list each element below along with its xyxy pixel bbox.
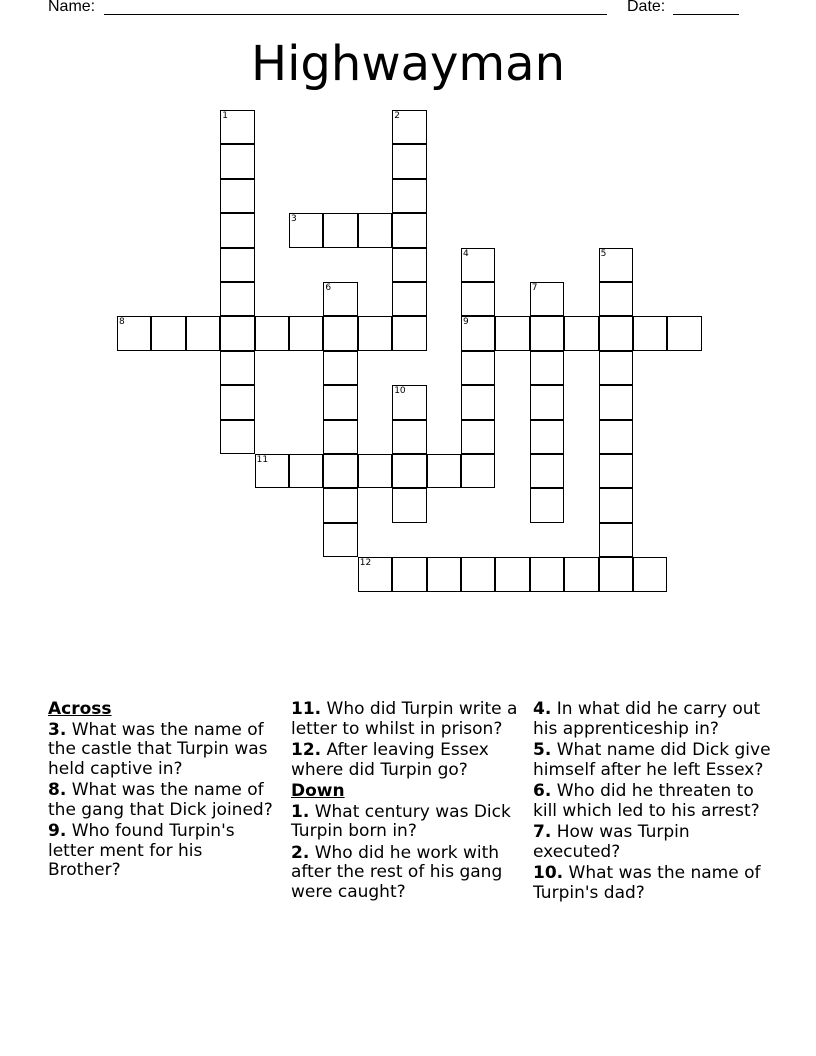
clue-text: In what did he carry out his apprenticeship in? (533, 699, 761, 739)
grid-cell[interactable] (392, 454, 426, 488)
grid-cell[interactable] (599, 351, 633, 385)
grid-cell[interactable] (220, 213, 254, 247)
grid-cell[interactable] (220, 144, 254, 178)
grid-cell[interactable] (633, 316, 667, 350)
clue-text: What was the name of the castle that Turpin was held captive in? (48, 719, 268, 779)
grid-cell[interactable] (392, 557, 426, 591)
across-clue (48, 781, 273, 820)
clue-column-2 (291, 700, 519, 904)
page-title: Highwayman (251, 36, 565, 92)
down-clue (291, 803, 519, 842)
clue-text: What was the name of Turpin's dad? (533, 863, 761, 903)
date-label: Date: (627, 0, 666, 15)
grid-cell[interactable] (599, 523, 633, 557)
grid-cell[interactable] (151, 316, 185, 350)
grid-cell[interactable] (392, 282, 426, 316)
clue-text: Who found Turpin's letter ment for his Brother? (48, 821, 235, 880)
grid-cell[interactable] (392, 144, 426, 178)
clue-text: How was Turpin executed? (533, 822, 690, 862)
grid-cell[interactable] (289, 213, 323, 247)
across-clue (48, 721, 273, 780)
grid-cell[interactable] (392, 316, 426, 350)
grid-cell[interactable] (220, 179, 254, 213)
grid-cell[interactable] (530, 557, 564, 591)
grid-cell[interactable] (392, 488, 426, 522)
grid-cell[interactable] (220, 282, 254, 316)
grid-cell[interactable] (530, 385, 564, 419)
grid-cell[interactable] (564, 316, 598, 350)
across-heading: Across (48, 699, 112, 719)
clue-number: 11. (291, 699, 322, 719)
clue-number: 10. (533, 863, 564, 883)
grid-cell[interactable] (323, 213, 357, 247)
grid-cell[interactable] (461, 385, 495, 419)
clue-column-1 (48, 700, 273, 883)
down-clue (533, 782, 773, 821)
name-label: Name: (48, 0, 96, 15)
grid-cell[interactable] (633, 557, 667, 591)
grid-cell[interactable] (392, 179, 426, 213)
grid-cell[interactable] (323, 523, 357, 557)
clue-text: Who did he threaten to kill which led to his arrest? (533, 781, 760, 821)
across-clue (291, 700, 519, 739)
clue-number: 5. (533, 740, 552, 760)
clue-number: 12. (291, 740, 322, 760)
grid-cell[interactable] (495, 316, 529, 350)
grid-cell[interactable] (461, 557, 495, 591)
grid-cell[interactable] (220, 110, 254, 144)
clue-number: 4. (533, 699, 552, 719)
down-clue (533, 700, 773, 739)
grid-cell[interactable] (220, 351, 254, 385)
grid-cell[interactable] (495, 557, 529, 591)
grid-cell[interactable] (392, 420, 426, 454)
grid-cell[interactable] (461, 454, 495, 488)
across-clue (291, 741, 519, 780)
cell-number: 4 (463, 248, 469, 259)
cell-number: 11 (256, 455, 269, 465)
grid-cell[interactable] (461, 316, 495, 350)
grid-cell[interactable] (323, 351, 357, 385)
grid-cell[interactable] (392, 385, 426, 419)
grid-cell[interactable] (530, 282, 564, 316)
grid-cell[interactable] (599, 488, 633, 522)
grid-cell[interactable] (564, 557, 598, 591)
grid-cell[interactable] (392, 213, 426, 247)
grid-cell[interactable] (323, 420, 357, 454)
down-heading: Down (291, 781, 345, 801)
clue-number: 2. (291, 842, 310, 863)
grid-cell[interactable] (358, 213, 392, 247)
cell-number: 8 (119, 317, 125, 328)
cell-number: 12 (359, 558, 372, 569)
grid-cell[interactable] (599, 248, 633, 282)
grid-cell[interactable] (220, 385, 254, 419)
grid-cell[interactable] (530, 351, 564, 385)
clue-column-3 (533, 700, 773, 905)
clue-number: 3. (48, 719, 67, 740)
cell-number: 10 (394, 386, 406, 397)
grid-cell[interactable] (117, 316, 151, 350)
cell-number: 1 (222, 111, 228, 121)
grid-cell[interactable] (667, 316, 701, 350)
grid-cell[interactable] (220, 420, 254, 454)
grid-cell[interactable] (530, 420, 564, 454)
grid-cell[interactable] (427, 454, 461, 488)
cell-number: 5 (600, 248, 607, 259)
down-clue (533, 864, 773, 903)
grid-cell[interactable] (461, 420, 495, 454)
grid-cell[interactable] (427, 557, 461, 591)
grid-cell[interactable] (220, 248, 254, 282)
down-clue (291, 844, 519, 903)
grid-cell[interactable] (323, 385, 357, 419)
grid-cell[interactable] (358, 454, 392, 488)
clue-number: 9. (48, 821, 67, 841)
grid-cell[interactable] (599, 420, 633, 454)
grid-cell[interactable] (530, 316, 564, 350)
cell-number: 7 (531, 283, 538, 293)
grid-cell[interactable] (323, 316, 357, 350)
grid-cell[interactable] (289, 316, 323, 350)
grid-cell[interactable] (461, 282, 495, 316)
grid-cell[interactable] (323, 454, 357, 488)
grid-cell[interactable] (599, 454, 633, 488)
grid-cell[interactable] (255, 454, 289, 488)
grid-cell[interactable] (186, 316, 220, 350)
cell-number: 6 (325, 283, 332, 293)
grid-cell[interactable] (289, 454, 323, 488)
clue-text: What was the name of the gang that Dick joined? (48, 780, 273, 820)
grid-cell[interactable] (392, 110, 426, 144)
grid-cell[interactable] (358, 316, 392, 350)
cell-number: 9 (463, 317, 469, 328)
clue-number: 1. (291, 801, 310, 822)
clue-text: Who did he work with after the rest of his gang were caught? (291, 842, 503, 902)
grid-cell[interactable] (530, 488, 564, 522)
clue-text: What name did Dick give himself after he left Essex? (533, 740, 771, 780)
clue-text: Who did Turpin write a letter to whilst in prison? (291, 699, 518, 739)
grid-cell[interactable] (599, 557, 633, 591)
grid-cell[interactable] (461, 248, 495, 282)
cell-number: 3 (291, 214, 297, 225)
grid-cell[interactable] (599, 282, 633, 316)
down-clue (533, 741, 773, 780)
grid-cell[interactable] (323, 282, 357, 316)
grid-cell[interactable] (358, 557, 392, 591)
clue-number: 8. (48, 780, 67, 800)
grid-cell[interactable] (392, 248, 426, 282)
grid-cell[interactable] (599, 385, 633, 419)
clue-text: What century was Dick Turpin born in? (291, 801, 511, 841)
across-clue (48, 822, 273, 881)
grid-cell[interactable] (599, 316, 633, 350)
grid-cell[interactable] (323, 488, 357, 522)
clue-number: 7. (533, 822, 552, 842)
grid-cell[interactable] (255, 316, 289, 350)
down-clue (533, 823, 773, 862)
clue-text: After leaving Essex where did Turpin go? (291, 740, 489, 780)
grid-cell[interactable] (461, 351, 495, 385)
grid-cell[interactable] (220, 316, 254, 350)
clue-number: 6. (533, 781, 552, 801)
cell-number: 2 (394, 111, 400, 121)
grid-cell[interactable] (530, 454, 564, 488)
